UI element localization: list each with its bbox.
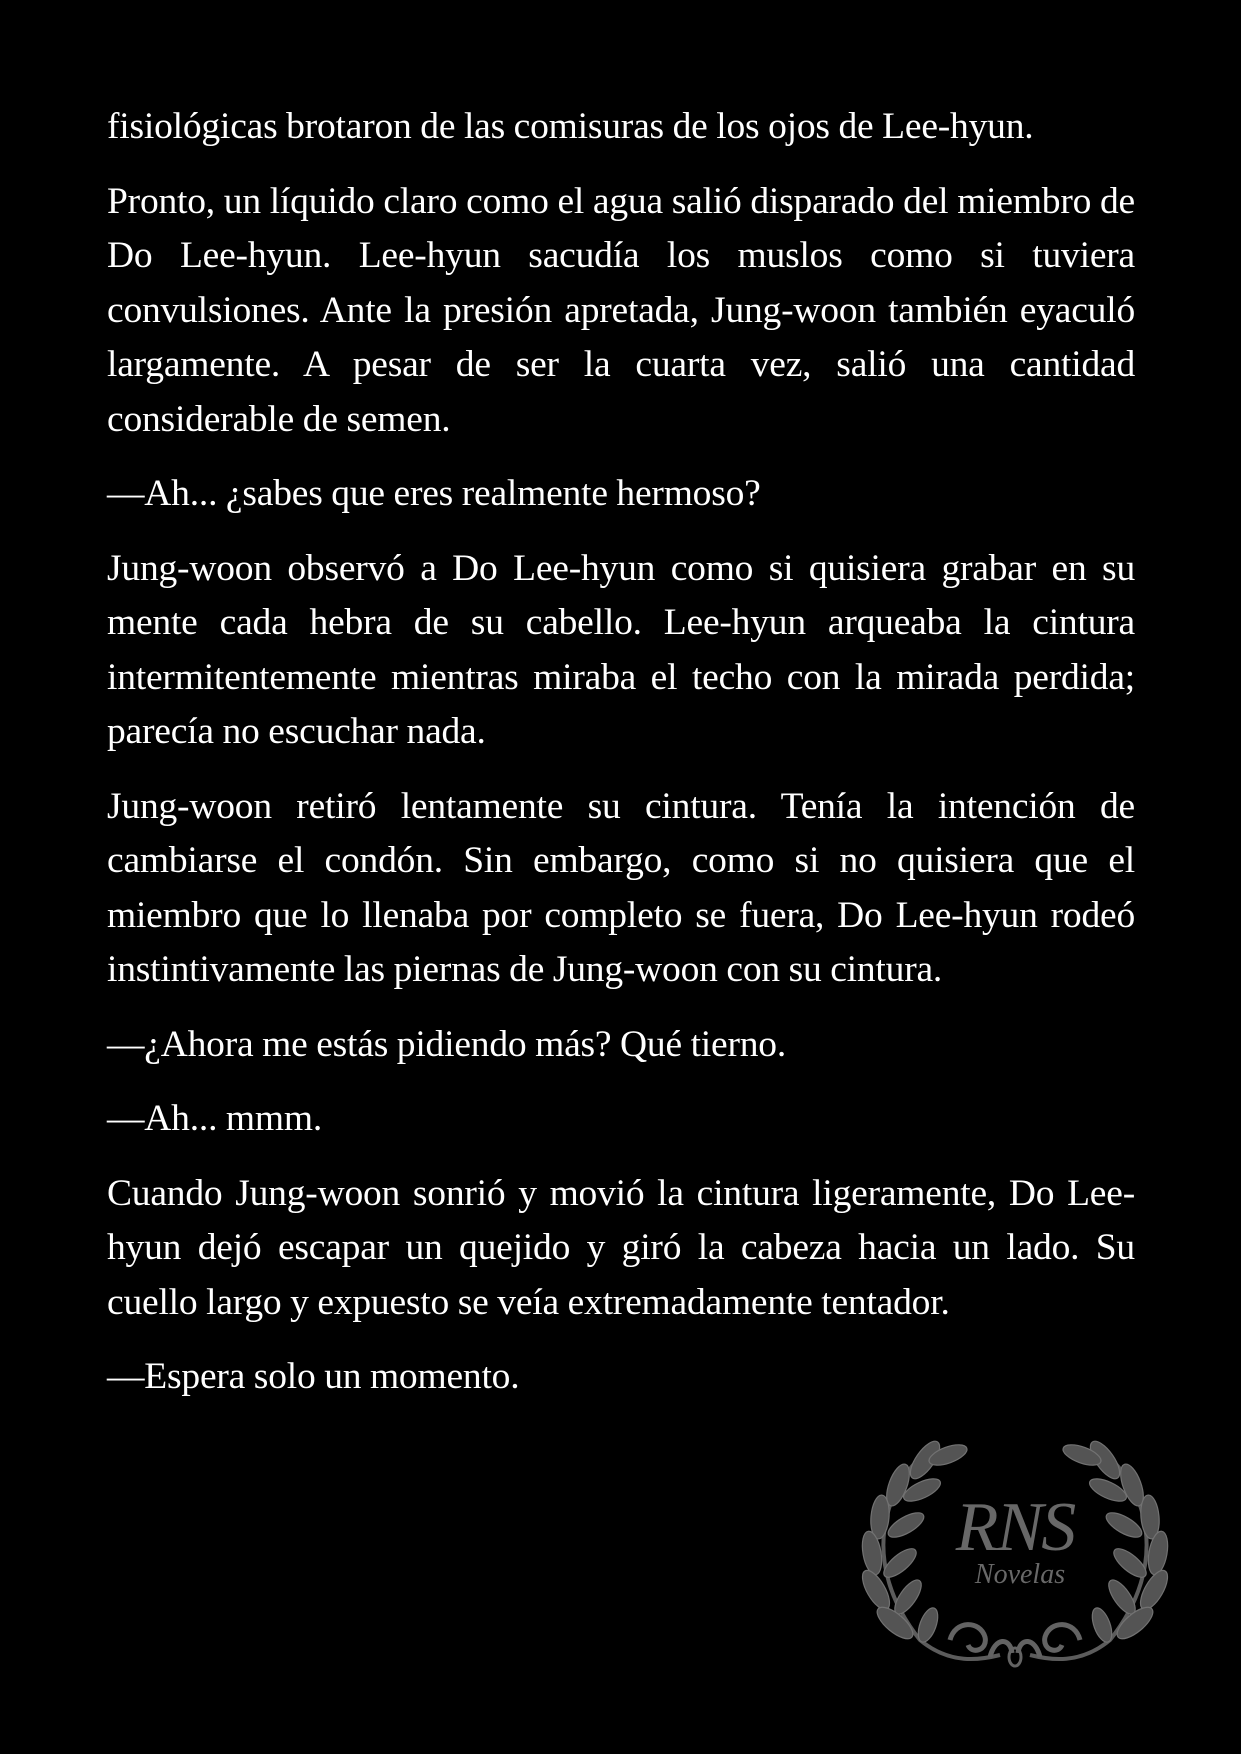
watermark-title: RNS: [955, 1489, 1075, 1566]
paragraph-8: Cuando Jung-woon sonrió y movió la cintura ligeramente, Do Lee-hyun dejó escapar un quejido y giró la cabeza hacia un lado. Su cuello largo y expuesto se veía extremadamente tentador.: [107, 1172, 1135, 1323]
watermark-subtitle: Novelas: [974, 1559, 1066, 1590]
paragraph-2: Pronto, un líquido claro como el agua salió disparado del miembro de Do Lee-hyun. Lee-hyun sacudía los muslos como si tuviera convulsiones. Ante la presión apretada, Jung-woon también eyaculó largamente. A pesar de ser la cuarta vez, salió una cantidad considerable de semen.: [107, 180, 1135, 440]
paragraph-5: Jung-woon retiró lentamente su cintura. Tenía la intención de cambiarse el condón. Sin embargo, como si no quisiera que el miembro que lo llenaba por completo se fuera, Do Lee-hyun rodeó instintivamente las piernas de Jung-woon con su cintura.: [107, 785, 1135, 990]
paragraph-4: Jung-woon observó a Do Lee-hyun como si quisiera grabar en su mente cada hebra de su cabello. Lee-hyun arqueaba la cintura intermitentemente mientras miraba el techo con la mirada perdida; parecía no escuchar nada.: [107, 547, 1135, 752]
paragraph-9-dialogue: —Espera solo un momento.: [107, 1356, 520, 1397]
paragraph-3-dialogue: —Ah... ¿sabes que eres realmente hermoso?: [107, 473, 761, 514]
document-page: [107, 100, 1135, 1425]
paragraph-1: fisiológicas brotaron de las comisuras de los ojos de Lee-hyun.: [107, 106, 1034, 147]
watermark-logo: [840, 1425, 1190, 1680]
paragraph-7-dialogue: —Ah... mmm.: [107, 1098, 323, 1139]
paragraph-6-dialogue: —¿Ahora me estás pidiendo más? Qué tierno.: [107, 1023, 787, 1065]
